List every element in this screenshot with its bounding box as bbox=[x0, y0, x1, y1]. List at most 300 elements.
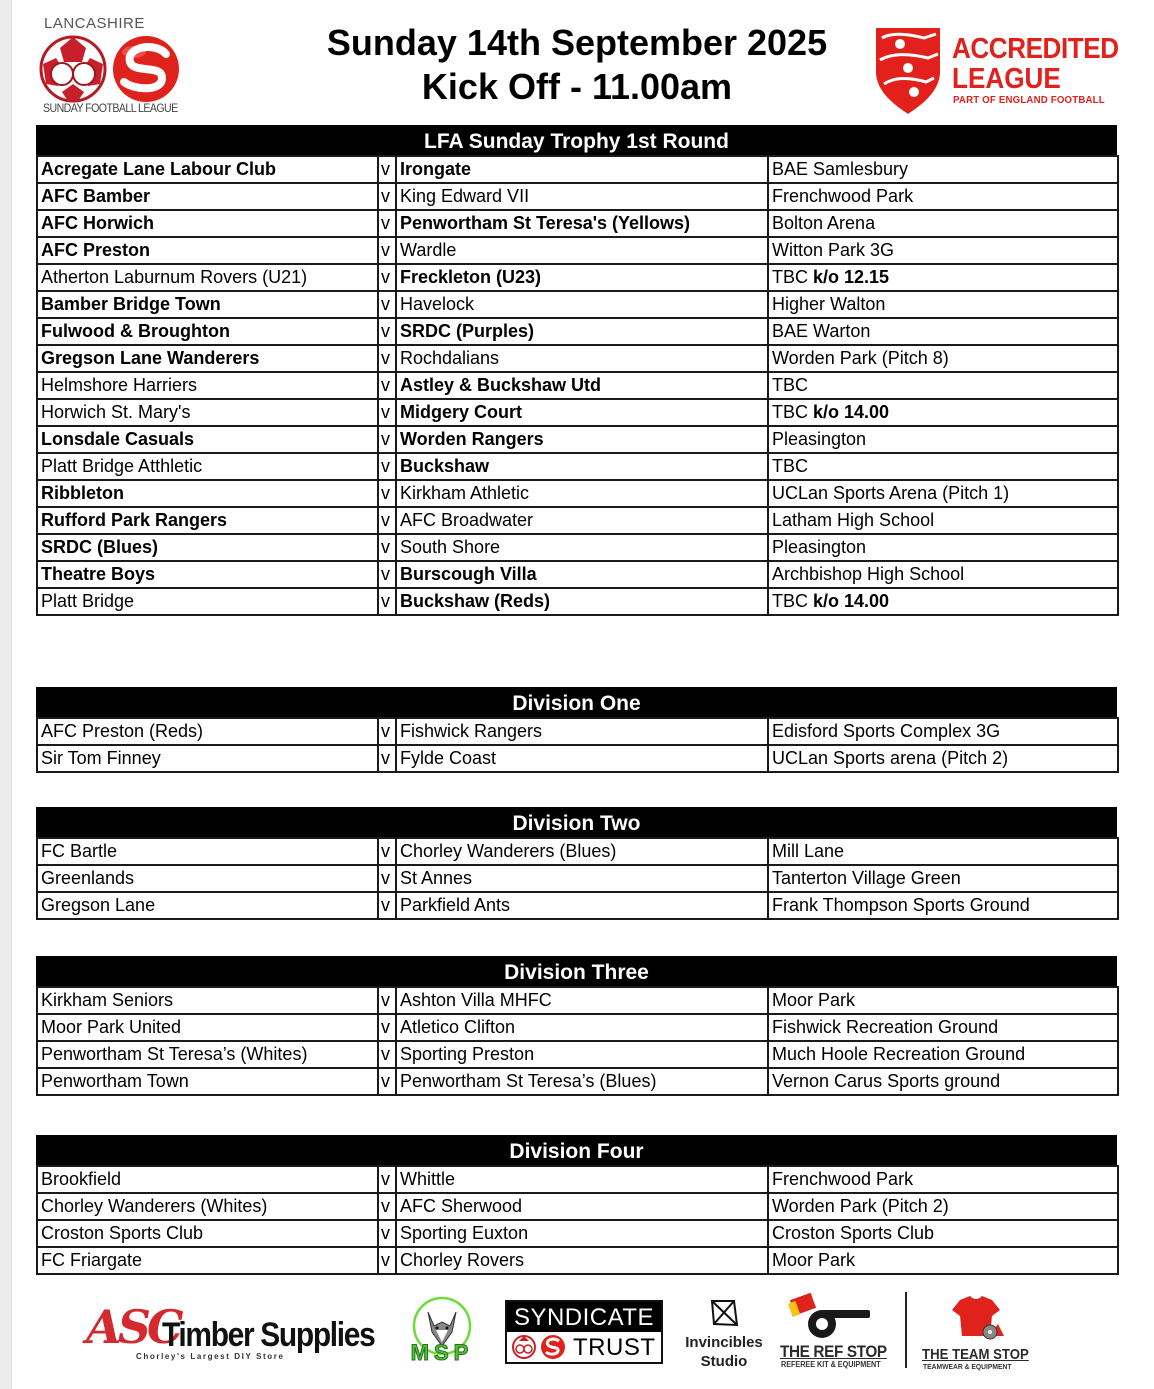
invincibles-studio-logo bbox=[678, 1298, 770, 1368]
away-team bbox=[396, 865, 768, 892]
home-team bbox=[37, 426, 378, 453]
asc-tagline: Chorley's Largest DIY Store bbox=[136, 1352, 285, 1361]
away-team-text: Burscough Villa bbox=[400, 564, 537, 584]
venue-text: Moor Park bbox=[772, 990, 856, 1010]
home-team bbox=[37, 1068, 378, 1095]
home-team bbox=[37, 718, 378, 745]
away-team bbox=[396, 210, 768, 237]
away-team-text: AFC Broadwater bbox=[400, 510, 534, 530]
three-lions-crest-icon bbox=[870, 24, 950, 116]
versus-marker bbox=[378, 561, 396, 588]
kick-off-note: k/o 12.15 bbox=[813, 267, 890, 287]
asc-timber-supplies-logo bbox=[86, 1300, 376, 1362]
section-division-two bbox=[36, 807, 1117, 920]
away-team-text: Penwortham St Teresa's (Yellows) bbox=[400, 213, 691, 233]
away-team bbox=[396, 1193, 768, 1220]
home-team-text: Kirkham Seniors bbox=[41, 990, 174, 1010]
team-stop-tagline: TEAMWEAR & EQUIPMENT bbox=[923, 1362, 1012, 1371]
home-team bbox=[37, 1014, 378, 1041]
trust-text: TRUST bbox=[573, 1334, 656, 1361]
away-team-text: SRDC (Purples) bbox=[400, 321, 535, 341]
ref-stop-name: THE REF STOP bbox=[780, 1342, 887, 1361]
home-team bbox=[37, 399, 378, 426]
away-team bbox=[396, 156, 768, 183]
venue bbox=[768, 1166, 1118, 1193]
home-team bbox=[37, 838, 378, 865]
home-team-text: Bamber Bridge Town bbox=[41, 294, 221, 314]
away-team-text: Sporting Euxton bbox=[400, 1223, 529, 1243]
venue-text: Croston Sports Club bbox=[772, 1223, 935, 1243]
home-team-text: Penwortham St Teresa’s (Whites) bbox=[41, 1044, 308, 1064]
versus-marker bbox=[378, 1166, 396, 1193]
versus-marker bbox=[378, 318, 396, 345]
home-team bbox=[37, 345, 378, 372]
venue bbox=[768, 987, 1118, 1014]
fixture-row bbox=[37, 291, 1118, 318]
versus-marker bbox=[378, 345, 396, 372]
ref-stop-tagline: REFEREE KIT & EQUIPMENT bbox=[781, 1360, 881, 1369]
versus-marker bbox=[378, 183, 396, 210]
home-team-text: Atherton Laburnum Rovers (U21) bbox=[41, 267, 308, 287]
venue-text: Fishwick Recreation Ground bbox=[772, 1017, 999, 1037]
fixture-row bbox=[37, 1166, 1118, 1193]
away-team-text: Chorley Rovers bbox=[400, 1250, 525, 1270]
venue bbox=[768, 480, 1118, 507]
versus-marker-text: v bbox=[381, 429, 390, 449]
home-team-text: Croston Sports Club bbox=[41, 1223, 204, 1243]
fixture-row bbox=[37, 183, 1118, 210]
home-team-text: FC Friargate bbox=[41, 1250, 143, 1270]
venue bbox=[768, 588, 1118, 615]
venue bbox=[768, 453, 1118, 480]
fixture-row bbox=[37, 588, 1118, 615]
away-team bbox=[396, 718, 768, 745]
fixture-row bbox=[37, 1014, 1118, 1041]
away-team-text: Worden Rangers bbox=[400, 429, 544, 449]
venue bbox=[768, 264, 1118, 291]
versus-marker bbox=[378, 865, 396, 892]
fixture-row bbox=[37, 1068, 1118, 1095]
sponsors-bar bbox=[0, 1288, 1154, 1389]
home-team bbox=[37, 865, 378, 892]
home-team bbox=[37, 237, 378, 264]
away-team bbox=[396, 507, 768, 534]
venue-text: UCLan Sports Arena (Pitch 1) bbox=[772, 483, 1010, 503]
fixture-row bbox=[37, 426, 1118, 453]
venue bbox=[768, 291, 1118, 318]
venue bbox=[768, 718, 1118, 745]
away-team-text: Astley & Buckshaw Utd bbox=[400, 375, 602, 395]
fixture-row bbox=[37, 838, 1118, 865]
away-team-text: Rochdalians bbox=[400, 348, 500, 368]
asc-mark: ASC bbox=[86, 1300, 180, 1354]
away-team bbox=[396, 588, 768, 615]
syndicate-text: SYNDICATE bbox=[507, 1302, 661, 1332]
invincibles-text: Invincibles bbox=[685, 1334, 763, 1351]
away-team bbox=[396, 345, 768, 372]
away-team bbox=[396, 453, 768, 480]
versus-marker-text: v bbox=[381, 240, 390, 260]
away-team bbox=[396, 838, 768, 865]
home-team bbox=[37, 1166, 378, 1193]
versus-marker bbox=[378, 892, 396, 919]
fixture-row bbox=[37, 237, 1118, 264]
away-team bbox=[396, 561, 768, 588]
home-team-text: Brookfield bbox=[41, 1169, 122, 1189]
away-team-text: Sporting Preston bbox=[400, 1044, 535, 1064]
away-team bbox=[396, 534, 768, 561]
venue-text: TBC bbox=[772, 456, 808, 476]
football-s-emblem-icon bbox=[38, 34, 186, 104]
versus-marker bbox=[378, 372, 396, 399]
fixture-row bbox=[37, 156, 1118, 183]
versus-marker bbox=[378, 1220, 396, 1247]
home-team-text: Greenlands bbox=[41, 868, 135, 888]
venue-text: Vernon Carus Sports ground bbox=[772, 1071, 1001, 1091]
away-team bbox=[396, 1068, 768, 1095]
versus-marker-text: v bbox=[381, 1196, 390, 1216]
home-team-text: AFC Bamber bbox=[41, 186, 151, 206]
section-lfa-sunday-trophy bbox=[36, 125, 1117, 616]
versus-marker-text: v bbox=[381, 159, 390, 179]
fixtures-table bbox=[36, 717, 1119, 773]
home-team-text: Ribbleton bbox=[41, 483, 124, 503]
venue bbox=[768, 838, 1118, 865]
section-division-one bbox=[36, 687, 1117, 773]
home-team-text: Acregate Lane Labour Club bbox=[41, 159, 277, 179]
venue bbox=[768, 507, 1118, 534]
fixture-row bbox=[37, 318, 1118, 345]
versus-marker-text: v bbox=[381, 1250, 390, 1270]
home-team-text: Lonsdale Casuals bbox=[41, 429, 195, 449]
versus-marker-text: v bbox=[381, 267, 390, 287]
versus-marker bbox=[378, 588, 396, 615]
versus-marker bbox=[378, 507, 396, 534]
away-team bbox=[396, 237, 768, 264]
versus-marker-text: v bbox=[381, 186, 390, 206]
fixtures-table bbox=[36, 1165, 1119, 1275]
away-team bbox=[396, 987, 768, 1014]
venue-text: Higher Walton bbox=[772, 294, 886, 314]
versus-marker bbox=[378, 1247, 396, 1274]
away-team bbox=[396, 1014, 768, 1041]
home-team-text: Chorley Wanderers (Whites) bbox=[41, 1196, 268, 1216]
versus-marker bbox=[378, 291, 396, 318]
away-team bbox=[396, 399, 768, 426]
venue bbox=[768, 237, 1118, 264]
fixture-row bbox=[37, 345, 1118, 372]
venue-text: Worden Park (Pitch 8) bbox=[772, 348, 949, 368]
home-team bbox=[37, 291, 378, 318]
lancashire-sunday-league-logo bbox=[38, 14, 186, 120]
away-team-text: Wardle bbox=[400, 240, 457, 260]
versus-marker-text: v bbox=[381, 1017, 390, 1037]
home-team bbox=[37, 507, 378, 534]
away-team-text: St Annes bbox=[400, 868, 473, 888]
versus-marker bbox=[378, 838, 396, 865]
venue-text: Tanterton Village Green bbox=[772, 868, 961, 888]
fixture-row bbox=[37, 210, 1118, 237]
whistle-card-icon bbox=[776, 1292, 894, 1342]
venue bbox=[768, 426, 1118, 453]
fixture-row bbox=[37, 507, 1118, 534]
england-football-text: PART OF ENGLAND FOOTBALL bbox=[953, 94, 1105, 106]
venue-text: TBC bbox=[772, 591, 808, 611]
fixture-row bbox=[37, 718, 1118, 745]
away-team-text: Buckshaw (Reds) bbox=[400, 591, 551, 611]
geometric-cube-icon bbox=[709, 1298, 739, 1328]
section-title: Division Two bbox=[36, 807, 1117, 837]
studio-text: Studio bbox=[700, 1353, 748, 1370]
venue bbox=[768, 399, 1118, 426]
venue bbox=[768, 345, 1118, 372]
away-team-text: Havelock bbox=[400, 294, 475, 314]
venue bbox=[768, 892, 1118, 919]
home-team bbox=[37, 210, 378, 237]
asc-name: Timber Supplies bbox=[162, 1316, 375, 1354]
away-team bbox=[396, 745, 768, 772]
away-team-text: Fylde Coast bbox=[400, 748, 497, 768]
versus-marker-text: v bbox=[381, 294, 390, 314]
away-team-text: Parkfield Ants bbox=[400, 895, 511, 915]
home-team bbox=[37, 1220, 378, 1247]
home-team-text: SRDC (Blues) bbox=[41, 537, 159, 557]
fixture-date: Sunday 14th September 2025 bbox=[326, 22, 828, 63]
versus-marker bbox=[378, 987, 396, 1014]
venue-text: Pleasington bbox=[772, 429, 867, 449]
versus-marker-text: v bbox=[381, 895, 390, 915]
fixture-row bbox=[37, 480, 1118, 507]
logo-top-text: LANCASHIRE bbox=[44, 15, 145, 32]
home-team-text: Rufford Park Rangers bbox=[41, 510, 228, 530]
venue-text: Bolton Arena bbox=[772, 213, 876, 233]
away-team bbox=[396, 480, 768, 507]
section-title: Division Four bbox=[36, 1135, 1117, 1165]
home-team-text: Penwortham Town bbox=[41, 1071, 189, 1091]
away-team-text: Ashton Villa MHFC bbox=[400, 990, 552, 1010]
venue bbox=[768, 1193, 1118, 1220]
league-emblem-icon bbox=[509, 1332, 573, 1362]
venue-text: Frank Thompson Sports Ground bbox=[772, 895, 1030, 915]
away-team bbox=[396, 1166, 768, 1193]
venue bbox=[768, 534, 1118, 561]
venue-text: Archbishop High School bbox=[772, 564, 965, 584]
versus-marker-text: v bbox=[381, 591, 390, 611]
home-team-text: Gregson Lane Wanderers bbox=[41, 348, 260, 368]
venue-text: TBC bbox=[772, 267, 808, 287]
msp-logo bbox=[390, 1296, 494, 1366]
fixture-row bbox=[37, 1220, 1118, 1247]
home-team bbox=[37, 156, 378, 183]
versus-marker-text: v bbox=[381, 510, 390, 530]
away-team bbox=[396, 264, 768, 291]
home-team bbox=[37, 453, 378, 480]
accredited-text: ACCREDITED bbox=[952, 33, 1119, 65]
versus-marker bbox=[378, 264, 396, 291]
versus-marker-text: v bbox=[381, 402, 390, 422]
away-team-text: Whittle bbox=[400, 1169, 456, 1189]
away-team bbox=[396, 1041, 768, 1068]
venue-text: Frenchwood Park bbox=[772, 1169, 914, 1189]
fixture-row bbox=[37, 1193, 1118, 1220]
versus-marker-text: v bbox=[381, 213, 390, 233]
home-team bbox=[37, 561, 378, 588]
fixtures-table bbox=[36, 155, 1119, 616]
venue bbox=[768, 745, 1118, 772]
home-team-text: Platt Bridge bbox=[41, 591, 135, 611]
home-team bbox=[37, 264, 378, 291]
fixtures-table bbox=[36, 837, 1119, 920]
venue-text: Frenchwood Park bbox=[772, 186, 914, 206]
away-team-text: AFC Sherwood bbox=[400, 1196, 523, 1216]
fixture-row bbox=[37, 534, 1118, 561]
away-team-text: Fishwick Rangers bbox=[400, 721, 543, 741]
fixture-row bbox=[37, 372, 1118, 399]
venue-text: Witton Park 3G bbox=[772, 240, 895, 260]
home-team-text: AFC Preston (Reds) bbox=[41, 721, 204, 741]
kick-off-note: k/o 14.00 bbox=[813, 402, 890, 422]
fixture-row bbox=[37, 745, 1118, 772]
ref-stop-logo bbox=[776, 1292, 894, 1374]
away-team bbox=[396, 1247, 768, 1274]
kick-off-time: Kick Off - 11.00am bbox=[421, 66, 733, 107]
away-team bbox=[396, 426, 768, 453]
page-title bbox=[290, 22, 864, 110]
team-stop-logo bbox=[918, 1292, 1038, 1374]
venue-text: BAE Warton bbox=[772, 321, 871, 341]
versus-marker bbox=[378, 1014, 396, 1041]
away-team bbox=[396, 291, 768, 318]
versus-marker-text: v bbox=[381, 483, 390, 503]
fixtures-table bbox=[36, 986, 1119, 1096]
accredited-league-logo bbox=[870, 24, 1120, 116]
msp-name: MSP bbox=[410, 1340, 474, 1365]
fixture-row bbox=[37, 1247, 1118, 1274]
versus-marker-text: v bbox=[381, 868, 390, 888]
versus-marker bbox=[378, 426, 396, 453]
venue-text: TBC bbox=[772, 375, 808, 395]
venue bbox=[768, 1220, 1118, 1247]
venue bbox=[768, 1014, 1118, 1041]
home-team-text: Theatre Boys bbox=[41, 564, 156, 584]
away-team-text: King Edward VII bbox=[400, 186, 530, 206]
page-edge-strip bbox=[0, 0, 12, 1389]
syndicate-trust-logo bbox=[505, 1300, 663, 1364]
team-stop-name: THE TEAM STOP bbox=[922, 1346, 1029, 1363]
away-team-text: Chorley Wanderers (Blues) bbox=[400, 841, 617, 861]
versus-marker bbox=[378, 745, 396, 772]
away-team bbox=[396, 892, 768, 919]
fixture-row bbox=[37, 1041, 1118, 1068]
away-team-text: South Shore bbox=[400, 537, 501, 557]
fixture-row bbox=[37, 865, 1118, 892]
section-title: LFA Sunday Trophy 1st Round bbox=[36, 125, 1117, 155]
away-team bbox=[396, 318, 768, 345]
versus-marker-text: v bbox=[381, 321, 390, 341]
versus-marker bbox=[378, 1041, 396, 1068]
away-team-text: Penwortham St Teresa’s (Blues) bbox=[400, 1071, 657, 1091]
home-team-text: Sir Tom Finney bbox=[41, 748, 161, 768]
versus-marker-text: v bbox=[381, 748, 390, 768]
section-title: Division Three bbox=[36, 956, 1117, 986]
home-team bbox=[37, 183, 378, 210]
home-team bbox=[37, 1041, 378, 1068]
versus-marker-text: v bbox=[381, 564, 390, 584]
venue bbox=[768, 1068, 1118, 1095]
venue-text: Worden Park (Pitch 2) bbox=[772, 1196, 949, 1216]
home-team-text: Fulwood & Broughton bbox=[41, 321, 230, 341]
home-team bbox=[37, 480, 378, 507]
versus-marker-text: v bbox=[381, 990, 390, 1010]
home-team-text: AFC Preston bbox=[41, 240, 151, 260]
home-team-text: Platt Bridge Atthletic bbox=[41, 456, 203, 476]
away-team-text: Freckleton (U23) bbox=[400, 267, 542, 287]
venue bbox=[768, 156, 1118, 183]
fixture-row bbox=[37, 892, 1118, 919]
home-team bbox=[37, 1193, 378, 1220]
venue-text: BAE Samlesbury bbox=[772, 159, 909, 179]
venue-text: Pleasington bbox=[772, 537, 867, 557]
home-team-text: Horwich St. Mary's bbox=[41, 402, 191, 422]
versus-marker-text: v bbox=[381, 1044, 390, 1064]
home-team bbox=[37, 534, 378, 561]
versus-marker bbox=[378, 453, 396, 480]
home-team bbox=[37, 1247, 378, 1274]
versus-marker-text: v bbox=[381, 348, 390, 368]
versus-marker-text: v bbox=[381, 456, 390, 476]
versus-marker bbox=[378, 210, 396, 237]
versus-marker-text: v bbox=[381, 1223, 390, 1243]
away-team-text: Irongate bbox=[400, 159, 472, 179]
home-team bbox=[37, 588, 378, 615]
away-team bbox=[396, 372, 768, 399]
fixture-row bbox=[37, 987, 1118, 1014]
fixture-row bbox=[37, 561, 1118, 588]
venue bbox=[768, 1247, 1118, 1274]
venue-text: Moor Park bbox=[772, 1250, 856, 1270]
venue-text: Much Hoole Recreation Ground bbox=[772, 1044, 1026, 1064]
home-team bbox=[37, 318, 378, 345]
kick-off-note: k/o 14.00 bbox=[813, 591, 890, 611]
venue bbox=[768, 183, 1118, 210]
home-team-text: FC Bartle bbox=[41, 841, 118, 861]
venue bbox=[768, 318, 1118, 345]
venue-text: Edisford Sports Complex 3G bbox=[772, 721, 1001, 741]
venue-text: UCLan Sports arena (Pitch 2) bbox=[772, 748, 1009, 768]
home-team-text: Moor Park United bbox=[41, 1017, 182, 1037]
venue bbox=[768, 372, 1118, 399]
versus-marker-text: v bbox=[381, 375, 390, 395]
section-division-three bbox=[36, 956, 1117, 1096]
home-team bbox=[37, 892, 378, 919]
versus-marker bbox=[378, 480, 396, 507]
red-shirt-icon bbox=[918, 1292, 1038, 1346]
away-team bbox=[396, 1220, 768, 1247]
logo-bottom-text: SUNDAY FOOTBALL LEAGUE bbox=[43, 103, 178, 115]
fixture-row bbox=[37, 399, 1118, 426]
home-team bbox=[37, 372, 378, 399]
versus-marker-text: v bbox=[381, 1071, 390, 1091]
venue bbox=[768, 865, 1118, 892]
away-team-text: Atletico Clifton bbox=[400, 1017, 516, 1037]
versus-marker-text: v bbox=[381, 721, 390, 741]
away-team bbox=[396, 183, 768, 210]
versus-marker bbox=[378, 156, 396, 183]
versus-marker bbox=[378, 1193, 396, 1220]
venue-text: TBC bbox=[772, 402, 808, 422]
home-team-text: Gregson Lane bbox=[41, 895, 156, 915]
venue-text: Mill Lane bbox=[772, 841, 845, 861]
